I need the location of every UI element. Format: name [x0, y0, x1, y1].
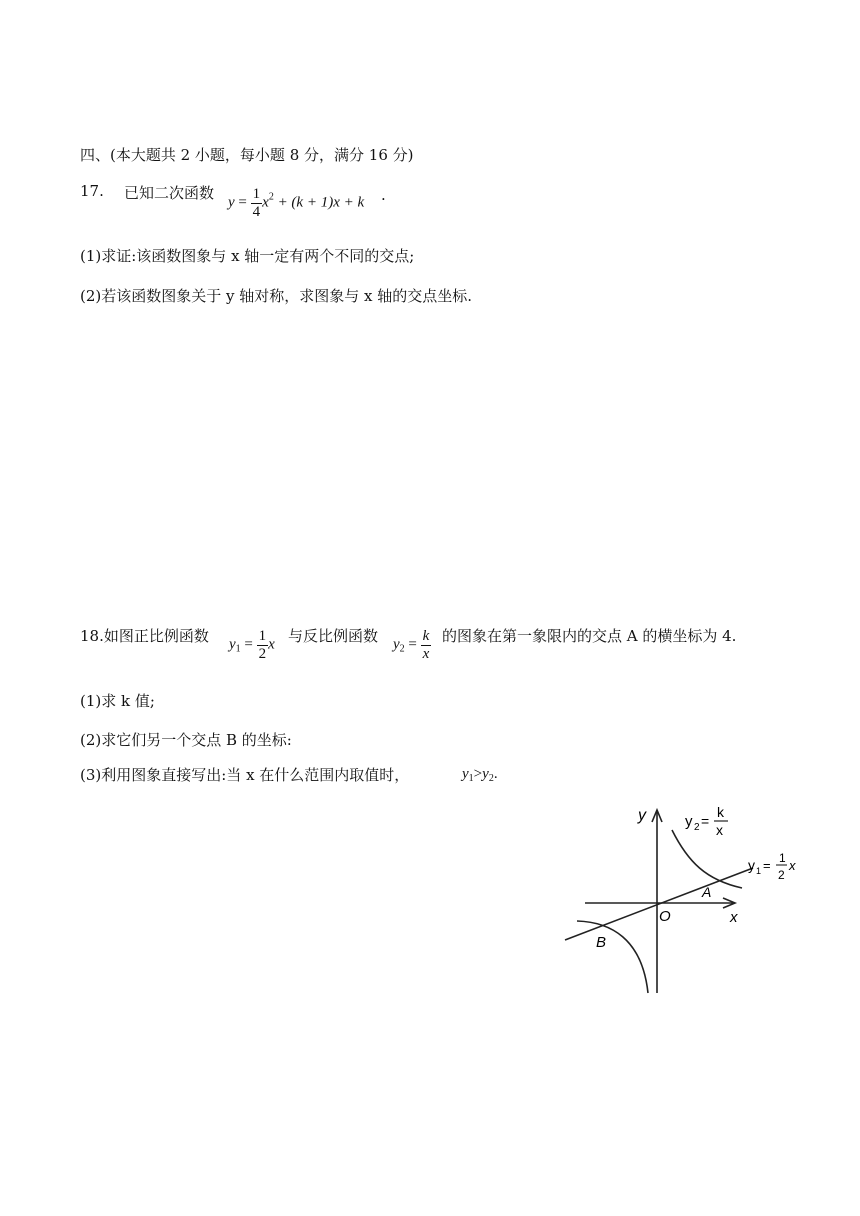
q17-number: 17. [80, 182, 104, 200]
q17-end-punct: . [381, 186, 386, 204]
y2-label-lhs: y [685, 813, 693, 830]
hyperbola-branch-1 [672, 830, 742, 888]
y-axis-label: y [638, 807, 646, 824]
q18-inequality: $y_1>y_2$. [462, 766, 498, 784]
origin-label: O [659, 908, 671, 925]
q18-part-3: (3)利用图象直接写出:当 x 在什么范围内取值时， [80, 766, 410, 784]
q18-formula-1: $y_1$ = $\frac{1}{2}$ x [229, 628, 275, 662]
y2-label-eq: = [701, 813, 710, 829]
q18-part-2: (2)求它们另一个交点 B 的坐标: [80, 731, 292, 749]
y1-label-eq: = [763, 858, 771, 873]
y1-label-den: 2 [778, 868, 785, 882]
q18-mid: 与反比例函数 [288, 627, 379, 645]
function-graph-figure [550, 790, 820, 1005]
q17-part-1: (1)求证:该函数图象与 x 轴一定有两个不同的交点; [80, 247, 415, 265]
y1-label-num: 1 [779, 851, 786, 865]
y1-label-sub: 1 [756, 866, 762, 876]
q17-part-2: (2)若该函数图象关于 y 轴对称，求图象与 x 轴的交点坐标. [80, 287, 473, 305]
point-a-label: A [702, 884, 712, 900]
q17-formula: y = $\frac{1}{4}$ $x^2 + (k + 1)x + k$ [228, 186, 365, 220]
q18-formula-2: $y_2$ = $\frac{k}{x}$ [393, 628, 430, 662]
y1-label-var: x [789, 858, 796, 873]
q17-lead: 已知二次函数 [124, 184, 215, 202]
y2-label-den: x [716, 822, 723, 838]
y2-label-num: k [717, 804, 724, 820]
x-axis-label: x [730, 909, 738, 926]
q18-lead: 18.如图正比例函数 [80, 627, 209, 645]
line-y1 [565, 868, 753, 940]
point-b-label: B [596, 934, 607, 951]
section-heading: 四、(本大题共 2 小题，每小题 8 分，满分 16 分) [80, 146, 414, 164]
y1-label-lhs: y [748, 857, 755, 873]
y2-label-sub: 2 [694, 822, 700, 833]
q18-tail: 的图象在第一象限内的交点 A 的横坐标为 4. [442, 627, 737, 645]
q18-part-1: (1)求 k 值; [80, 692, 155, 710]
